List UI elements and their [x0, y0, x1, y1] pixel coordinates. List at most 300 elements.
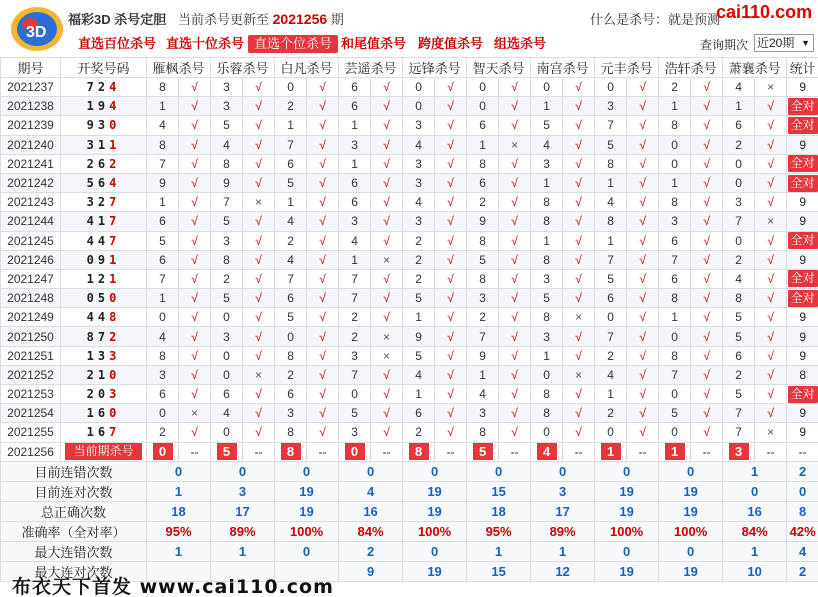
kill-number: 5	[595, 135, 627, 154]
check-icon: √	[243, 308, 275, 327]
table-row	[1, 308, 818, 327]
draw-digit: 2	[86, 387, 98, 402]
kill-number: 2	[595, 404, 627, 423]
summary-value: 0	[595, 541, 659, 561]
check-icon: √	[499, 250, 531, 269]
kill-number: 8	[659, 346, 691, 365]
kill-number: 5	[723, 308, 755, 327]
check-icon: √	[307, 212, 339, 231]
check-icon: √	[307, 365, 339, 384]
check-icon: √	[371, 116, 403, 135]
cross-icon: ×	[755, 78, 787, 97]
check-icon: √	[371, 365, 403, 384]
column-header: 乐蓉杀号	[211, 58, 275, 78]
current-kill-number: 8	[409, 443, 429, 460]
kill-number: 7	[659, 365, 691, 384]
draw-digit: 1	[97, 214, 110, 229]
summary-value: 1	[723, 541, 787, 561]
current-kill-cell	[723, 442, 755, 461]
draw-digit: 4	[86, 233, 98, 248]
kill-number: 7	[339, 269, 371, 288]
issue-number: 2021250	[1, 327, 61, 346]
check-icon: √	[563, 212, 595, 231]
check-icon: √	[371, 404, 403, 423]
check-icon: √	[627, 154, 659, 173]
kill-number: 8	[467, 269, 499, 288]
row-stat: 9	[787, 308, 818, 327]
check-icon: √	[627, 269, 659, 288]
draw-digit: 3	[97, 118, 110, 133]
check-icon: √	[243, 116, 275, 135]
kill-number: 0	[467, 97, 499, 116]
check-icon: √	[435, 78, 467, 97]
kill-number: 2	[403, 250, 435, 269]
update-suffix: 期	[330, 12, 344, 27]
kill-number: 1	[531, 97, 563, 116]
column-header: 芸遥杀号	[339, 58, 403, 78]
all-correct-badge: 全对	[788, 386, 818, 403]
kill-number: 1	[723, 97, 755, 116]
row-stat: 9	[787, 346, 818, 365]
summary-label: 最大连对次数	[1, 561, 147, 581]
kill-number: 7	[211, 193, 243, 212]
site-url[interactable]: cai110.com	[716, 2, 813, 22]
draw-digit: 4	[86, 310, 98, 325]
table-header-row	[1, 58, 818, 78]
draw-digit: 6	[97, 156, 110, 171]
kill-number: 2	[339, 327, 371, 346]
check-icon: √	[563, 154, 595, 173]
kill-number: 5	[275, 173, 307, 192]
summary-value: 17	[211, 501, 275, 521]
check-icon: √	[499, 97, 531, 116]
check-icon: √	[307, 269, 339, 288]
check-icon: √	[755, 327, 787, 346]
kill-number: 1	[403, 308, 435, 327]
draw-digit: 0	[97, 387, 110, 402]
table-row	[1, 250, 818, 269]
kill-number: 7	[275, 269, 307, 288]
check-icon: √	[179, 97, 211, 116]
check-icon: √	[755, 346, 787, 365]
kill-number: 7	[339, 289, 371, 308]
row-stat: 9	[787, 212, 818, 231]
kill-number: 4	[147, 327, 179, 346]
kill-number: 2	[467, 193, 499, 212]
check-icon: √	[179, 78, 211, 97]
issue-number: 2021244	[1, 212, 61, 231]
kill-number: 2	[275, 231, 307, 250]
check-icon: √	[563, 135, 595, 154]
kill-number: 0	[659, 135, 691, 154]
current-kill-number: 4	[537, 443, 557, 460]
kill-number: 9	[403, 327, 435, 346]
cross-icon: ×	[755, 423, 787, 442]
kill-number: 0	[339, 385, 371, 404]
kill-number: 4	[211, 135, 243, 154]
cross-icon: ×	[371, 250, 403, 269]
draw-digit: 2	[97, 195, 110, 210]
check-icon: √	[179, 154, 211, 173]
kill-number: 4	[147, 116, 179, 135]
kill-number: 2	[339, 308, 371, 327]
draw-digit: 1	[97, 137, 110, 152]
kill-number: 7	[723, 212, 755, 231]
check-icon: √	[691, 327, 723, 346]
issue-number: 2021251	[1, 346, 61, 365]
check-icon: √	[307, 78, 339, 97]
kill-number: 8	[595, 212, 627, 231]
check-icon: √	[755, 385, 787, 404]
check-icon: √	[499, 423, 531, 442]
pending-mark: --	[179, 442, 211, 461]
period-select[interactable]	[754, 34, 814, 52]
issue-number: 2021246	[1, 250, 61, 269]
summary-label: 目前连错次数	[1, 461, 147, 481]
draw-digit: 1	[109, 252, 121, 267]
current-kill-cell	[147, 442, 179, 461]
check-icon: √	[307, 346, 339, 365]
check-icon: √	[435, 269, 467, 288]
table-row	[1, 385, 818, 404]
kill-number: 8	[531, 250, 563, 269]
column-header: 南宫杀号	[531, 58, 595, 78]
draw-digit: 8	[86, 329, 98, 344]
draw-digit: 2	[86, 367, 98, 382]
kill-number: 6	[339, 97, 371, 116]
check-icon: √	[499, 212, 531, 231]
draw-digit: 7	[97, 329, 110, 344]
kill-number: 0	[531, 78, 563, 97]
kill-number: 1	[339, 116, 371, 135]
check-icon: √	[435, 116, 467, 135]
draw-number	[61, 404, 147, 423]
kill-number: 5	[531, 116, 563, 135]
check-icon: √	[691, 135, 723, 154]
check-icon: √	[755, 289, 787, 308]
kill-number: 3	[211, 327, 243, 346]
check-icon: √	[755, 365, 787, 384]
kill-number: 5	[723, 385, 755, 404]
check-icon: √	[627, 346, 659, 365]
summary-value: 0	[403, 541, 467, 561]
draw-digit: 9	[86, 118, 98, 133]
kill-number: 5	[531, 289, 563, 308]
summary-value: 0	[339, 461, 403, 481]
kill-number: 3	[403, 212, 435, 231]
row-stat	[787, 173, 818, 192]
kill-number: 1	[147, 289, 179, 308]
row-stat: 9	[787, 135, 818, 154]
draw-digit: 4	[109, 80, 121, 95]
summary-value: 89%	[211, 521, 275, 541]
pending-mark: --	[307, 442, 339, 461]
summary-stat: 42%	[787, 521, 818, 541]
kill-number: 2	[275, 97, 307, 116]
table-row	[1, 116, 818, 135]
summary-value: 18	[467, 501, 531, 521]
summary-row	[1, 481, 818, 501]
update-prefix: 当前杀号更新至	[178, 12, 270, 27]
summary-value: 0	[275, 541, 339, 561]
check-icon: √	[499, 231, 531, 250]
check-icon: √	[755, 193, 787, 212]
check-icon: √	[307, 116, 339, 135]
what-is-kill-link[interactable]: 什么是杀号：就是预测	[590, 12, 721, 27]
check-icon: √	[371, 173, 403, 192]
check-icon: √	[307, 327, 339, 346]
check-icon: √	[563, 289, 595, 308]
current-kill-number: 5	[473, 443, 493, 460]
summary-value: 1	[467, 541, 531, 561]
summary-value: 0	[211, 461, 275, 481]
kill-number: 8	[211, 250, 243, 269]
kill-number: 3	[339, 135, 371, 154]
summary-value: 3	[211, 481, 275, 501]
summary-value: 9	[339, 561, 403, 581]
issue-number: 2021252	[1, 365, 61, 384]
tab-sum-tail[interactable]: 和尾值杀号	[341, 36, 407, 51]
check-icon: √	[307, 423, 339, 442]
draw-digit: 5	[86, 176, 98, 191]
kill-number: 8	[531, 385, 563, 404]
check-icon: √	[307, 231, 339, 250]
check-icon: √	[435, 173, 467, 192]
pending-mark: --	[435, 442, 467, 461]
kill-number: 8	[275, 346, 307, 365]
tab-units[interactable]: 直选个位杀号	[248, 35, 338, 53]
table-row	[1, 97, 818, 116]
kill-number: 5	[339, 404, 371, 423]
tab-tens[interactable]: 直选十位杀号	[166, 36, 245, 51]
tab-span[interactable]: 跨度值杀号	[418, 36, 484, 51]
kill-number: 3	[403, 116, 435, 135]
check-icon: √	[243, 135, 275, 154]
kill-number: 0	[659, 423, 691, 442]
draw-number	[61, 193, 147, 212]
3d-logo-icon	[8, 2, 66, 54]
check-icon: √	[371, 135, 403, 154]
summary-value: 10	[723, 561, 787, 581]
kill-number: 5	[211, 116, 243, 135]
check-icon: √	[307, 193, 339, 212]
kill-number-table	[0, 57, 818, 582]
column-header: 萧襄杀号	[723, 58, 787, 78]
summary-value: 4	[339, 481, 403, 501]
chevron-down-icon: ▼	[801, 38, 810, 48]
check-icon: √	[691, 404, 723, 423]
kill-number: 5	[275, 308, 307, 327]
check-icon: √	[243, 404, 275, 423]
check-icon: √	[435, 97, 467, 116]
check-icon: √	[435, 346, 467, 365]
check-icon: √	[691, 385, 723, 404]
summary-row	[1, 501, 818, 521]
draw-digit: 2	[109, 156, 121, 171]
draw-digit: 9	[97, 99, 110, 114]
kill-number: 3	[531, 269, 563, 288]
kill-number: 4	[403, 193, 435, 212]
check-icon: √	[435, 193, 467, 212]
kill-number: 1	[595, 231, 627, 250]
table-row	[1, 193, 818, 212]
kill-number: 2	[659, 78, 691, 97]
pending-mark: --	[755, 442, 787, 461]
kill-number: 3	[339, 423, 371, 442]
check-icon: √	[243, 78, 275, 97]
current-issue-row	[1, 442, 818, 461]
kill-number: 6	[467, 173, 499, 192]
draw-digit: 0	[86, 291, 98, 306]
check-icon: √	[243, 231, 275, 250]
check-icon: √	[563, 250, 595, 269]
kill-number: 3	[403, 154, 435, 173]
summary-value: 0	[659, 541, 723, 561]
kill-number: 3	[147, 365, 179, 384]
tab-group[interactable]: 组选杀号	[494, 36, 547, 51]
kill-number: 8	[531, 404, 563, 423]
summary-value: 15	[467, 481, 531, 501]
kill-number: 8	[147, 78, 179, 97]
row-stat: 9	[787, 423, 818, 442]
summary-value: 1	[723, 461, 787, 481]
check-icon: √	[627, 327, 659, 346]
kill-number: 0	[723, 173, 755, 192]
kill-number: 7	[275, 135, 307, 154]
check-icon: √	[179, 365, 211, 384]
summary-value: 89%	[531, 521, 595, 541]
summary-label: 准确率（全对率）	[1, 521, 147, 541]
check-icon: √	[691, 250, 723, 269]
draw-digit: 3	[109, 387, 121, 402]
summary-value: 0	[403, 461, 467, 481]
check-icon: √	[563, 193, 595, 212]
update-issue: 2021256	[272, 11, 328, 27]
kill-number: 6	[147, 212, 179, 231]
kill-number: 2	[467, 308, 499, 327]
check-icon: √	[755, 154, 787, 173]
kill-number: 7	[723, 423, 755, 442]
summary-value: 0	[723, 481, 787, 501]
kill-number: 3	[211, 78, 243, 97]
kill-number: 3	[211, 97, 243, 116]
kill-number: 5	[403, 289, 435, 308]
row-stat: 9	[787, 193, 818, 212]
kill-number: 1	[403, 385, 435, 404]
check-icon: √	[627, 250, 659, 269]
cross-icon: ×	[499, 135, 531, 154]
check-icon: √	[307, 289, 339, 308]
kill-number: 0	[531, 423, 563, 442]
row-stat: 9	[787, 327, 818, 346]
kill-number: 6	[275, 385, 307, 404]
draw-digit: 3	[86, 137, 98, 152]
check-icon: √	[627, 231, 659, 250]
all-correct-badge: 全对	[788, 290, 818, 307]
draw-digit: 0	[109, 118, 121, 133]
tab-hundreds[interactable]: 直选百位杀号	[78, 36, 157, 51]
issue-number: 2021249	[1, 308, 61, 327]
kill-number: 3	[531, 154, 563, 173]
current-stat: --	[787, 442, 818, 461]
kill-number: 3	[531, 327, 563, 346]
cross-icon: ×	[563, 365, 595, 384]
check-icon: √	[563, 423, 595, 442]
draw-number	[61, 308, 147, 327]
draw-number	[61, 289, 147, 308]
check-icon: √	[371, 78, 403, 97]
summary-value: 3	[531, 481, 595, 501]
check-icon: √	[435, 212, 467, 231]
draw-number	[61, 250, 147, 269]
check-icon: √	[755, 173, 787, 192]
column-header: 元丰杀号	[595, 58, 659, 78]
pending-mark: --	[691, 442, 723, 461]
draw-digit: 0	[109, 406, 121, 421]
check-icon: √	[179, 289, 211, 308]
kill-number: 5	[467, 250, 499, 269]
draw-number	[61, 231, 147, 250]
summary-value: 19	[659, 561, 723, 581]
check-icon: √	[499, 365, 531, 384]
check-icon: √	[755, 404, 787, 423]
row-stat: 9	[787, 404, 818, 423]
column-header: 雁枫杀号	[147, 58, 211, 78]
kill-number: 6	[723, 346, 755, 365]
current-kill-cell	[275, 442, 307, 461]
check-icon: √	[627, 135, 659, 154]
check-icon: √	[627, 308, 659, 327]
check-icon: √	[499, 173, 531, 192]
kill-number: 1	[147, 97, 179, 116]
check-icon: √	[755, 308, 787, 327]
draw-digit: 1	[86, 406, 98, 421]
check-icon: √	[307, 97, 339, 116]
kill-number: 1	[275, 193, 307, 212]
all-correct-badge: 全对	[788, 175, 818, 192]
check-icon: √	[179, 212, 211, 231]
summary-value: 12	[531, 561, 595, 581]
summary-value: 2	[339, 541, 403, 561]
summary-value: 19	[595, 561, 659, 581]
table-row	[1, 212, 818, 231]
check-icon: √	[243, 327, 275, 346]
check-icon: √	[435, 404, 467, 423]
check-icon: √	[243, 289, 275, 308]
summary-label: 总正确次数	[1, 501, 147, 521]
table-row	[1, 404, 818, 423]
kill-number: 6	[275, 154, 307, 173]
kill-number: 6	[723, 116, 755, 135]
issue-number: 2021237	[1, 78, 61, 97]
kill-number: 1	[531, 173, 563, 192]
kill-number: 4	[275, 250, 307, 269]
draw-number	[61, 78, 147, 97]
kill-number: 0	[595, 308, 627, 327]
check-icon: √	[755, 269, 787, 288]
check-icon: √	[179, 308, 211, 327]
kill-number: 3	[723, 193, 755, 212]
check-icon: √	[243, 154, 275, 173]
check-icon: √	[499, 404, 531, 423]
check-icon: √	[179, 193, 211, 212]
draw-digit: 3	[109, 348, 121, 363]
summary-value: 0	[147, 461, 211, 481]
draw-digit: 3	[97, 348, 110, 363]
cross-icon: ×	[371, 346, 403, 365]
current-label-cell	[61, 442, 147, 461]
check-icon: √	[499, 308, 531, 327]
